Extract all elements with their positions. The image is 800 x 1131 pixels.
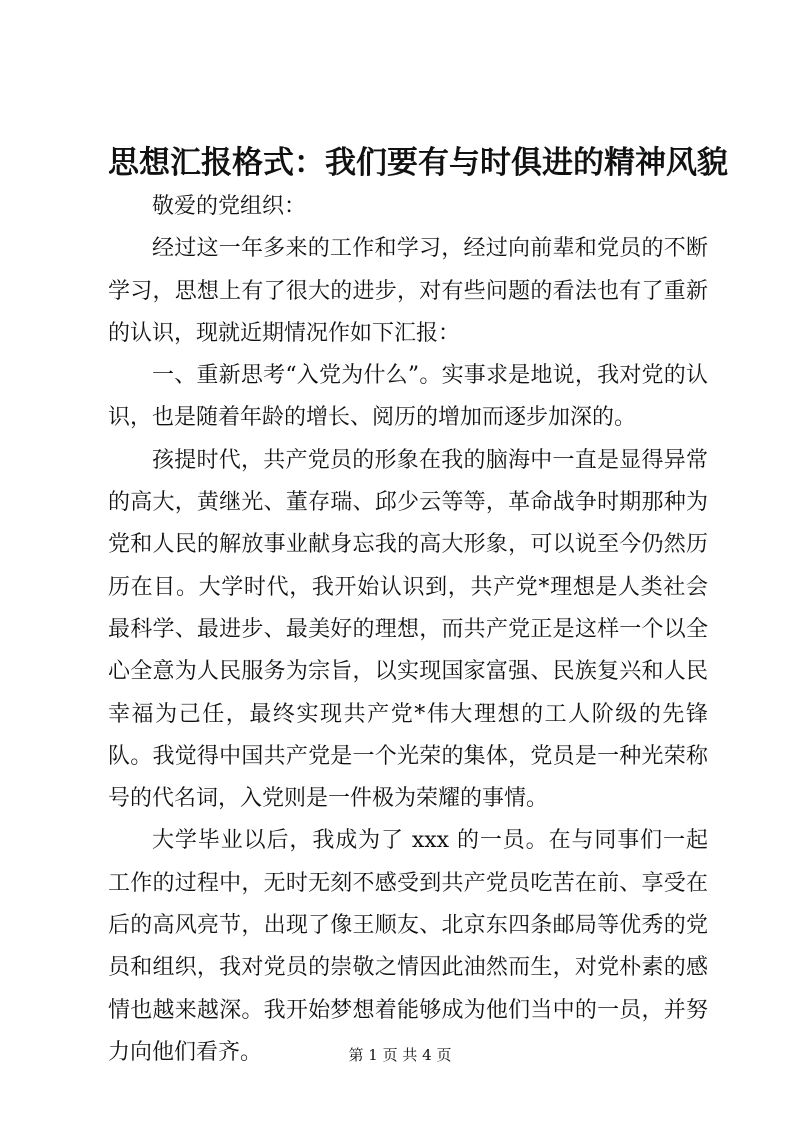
- paragraph-after-graduation: 大学毕业以后，我成为了 xxx 的一员。在与同事们一起工作的过程中，无时无刻不感受到共产党员吃苦在前、享受在后的高风亮节，出现了像王顺友、北京东四条邮局等优秀的党员和组织，我对党员的崇敬之情因此油然而生，对党朴素的感情也越来越深。我开始梦想着能够成为他们当中的一员，并努力向他们看齐。: [108, 828, 708, 1065]
- paragraph-section-one: 一、重新思考“入党为什么”。实事求是地说，我对党的认识，也是随着年龄的增长、阅历的增加而逐步加深的。: [108, 363, 708, 431]
- page-footer: 第 1 页 共 4 页: [348, 1046, 452, 1064]
- document-title: 思想汇报格式：我们要有与时俱进的精神风貌: [108, 145, 728, 181]
- paragraph-childhood-college: 孩提时代，共产党员的形象在我的脑海中一直是显得异常的高大，黄继光、董存瑞、邱少云等等，革命战争时期那种为党和人民的解放事业献身忘我的高大形象，可以说至今仍然历历在目。大学时代，我开始认识到，共产党*理想是人类社会最科学、最进步、最美好的理想，而共产党正是这样一个以全心全意为人民服务为宗旨，以实现国家富强、民族复兴和人民幸福为己任，最终实现共产党*伟大理想的工人阶级的先锋队。我觉得中国共产党是一个光荣的集体，党员是一种光荣称号的代名词，入党则是一件极为荣耀的事情。: [108, 447, 708, 812]
- salutation: 敬爱的党组织：: [152, 194, 307, 219]
- document-body: [108, 186, 708, 1074]
- paragraph-intro: 经过这一年多来的工作和学习，经过向前辈和党员的不断学习，思想上有了很大的进步，对有些问题的看法也有了重新的认识，现就近期情况作如下汇报：: [108, 236, 708, 346]
